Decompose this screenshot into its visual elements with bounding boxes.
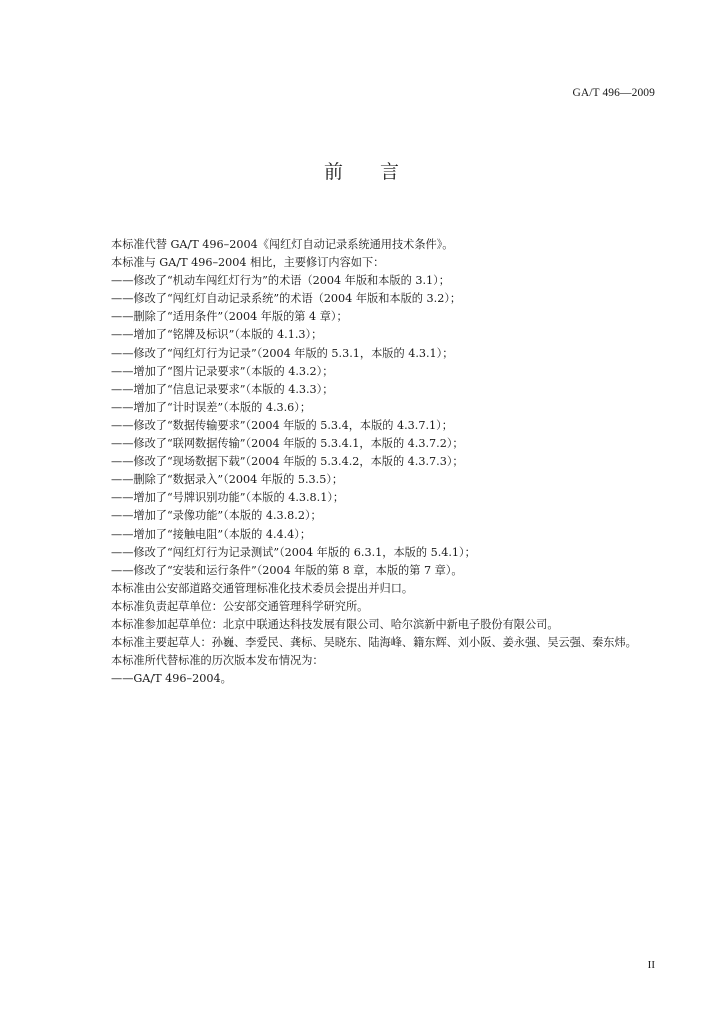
foreword-paragraph: 本标准与 GA/T 496–2004 相比，主要修订内容如下：	[111, 256, 385, 270]
foreword-paragraph: ——修改了“闯红灯行为记录”（2004 年版的 5.3.1，本版的 4.3.1）；	[111, 346, 454, 360]
foreword-paragraph: 本标准代替 GA/T 496–2004《闯红灯自动记录系统通用技术条件》。	[111, 238, 454, 251]
title-char-2: 言	[380, 161, 401, 183]
foreword-paragraph: ——修改了“现场数据下载”（2004 年版的 5.3.4.2，本版的 4.3.7.3）；	[111, 455, 464, 469]
foreword-paragraph: ——修改了“闯红灯自动记录系统”的术语（2004 年版和本版的 3.2）；	[111, 292, 462, 306]
foreword-paragraph: ——删除了“数据录入”（2004 年版的 5.3.5）；	[111, 473, 344, 487]
foreword-paragraph: ——增加了“图片记录要求”（本版的 4.3.2）；	[111, 364, 334, 378]
foreword-paragraph: ——修改了“数据传输要求”（2004 年版的 5.3.4，本版的 4.3.7.1）；	[111, 418, 453, 432]
foreword-body	[87, 236, 659, 688]
foreword-paragraph: ——增加了“号牌识别功能”（本版的 4.3.8.1）；	[111, 491, 345, 505]
foreword-paragraph: ——修改了“机动车闯红灯行为”的术语（2004 年版和本版的 3.1）；	[111, 274, 450, 288]
foreword-paragraph: 本标准参加起草单位：北京中联通达科技发展有限公司、哈尔滨新中新电子股份有限公司。	[111, 617, 559, 631]
page-title	[0, 157, 724, 184]
standard-code: GA/T 496—2009	[572, 87, 655, 99]
foreword-paragraph: ——修改了“安装和运行条件”（2004 年版的第 8 章，本版的第 7 章）。	[111, 563, 463, 577]
foreword-paragraph: ——增加了“铭牌及标识”（本版的 4.1.3）；	[111, 328, 323, 342]
page-number: II	[647, 959, 655, 971]
foreword-paragraph: ——增加了“接触电阻”（本版的 4.4.4）；	[111, 527, 312, 541]
foreword-paragraph: ——修改了“闯红灯行为记录测试”（2004 年版的 6.3.1，本版的 5.4.1）；	[111, 545, 476, 559]
foreword-paragraph: ——增加了“录像功能”（本版的 4.3.8.2）；	[111, 509, 322, 523]
foreword-paragraph: ——修改了“联网数据传输”（2004 年版的 5.3.4.1，本版的 4.3.7.2）；	[111, 437, 464, 451]
foreword-paragraph: 本标准主要起草人：孙巍、李爱民、龚标、吴晓东、陆海峰、籍东辉、刘小阪、姜永强、吴云强、秦东炜。	[111, 636, 637, 650]
foreword-paragraph: 本标准负责起草单位：公安部交通管理科学研究所。	[111, 599, 369, 613]
foreword-paragraph: ——增加了“计时误差”（本版的 4.3.6）；	[111, 400, 312, 414]
foreword-paragraph: 本标准由公安部道路交通管理标准化技术委员会提出并归口。	[111, 581, 414, 595]
foreword-paragraph: ——删除了“适用条件”（2004 年版的第 4 章）；	[111, 310, 348, 324]
foreword-paragraph: ——增加了“信息记录要求”（本版的 4.3.3）；	[111, 382, 334, 396]
foreword-paragraph: 本标准所代替标准的历次版本发布情况为：	[111, 654, 324, 668]
title-char-1: 前	[323, 161, 344, 183]
foreword-paragraph: ——GA/T 496–2004。	[111, 672, 232, 686]
